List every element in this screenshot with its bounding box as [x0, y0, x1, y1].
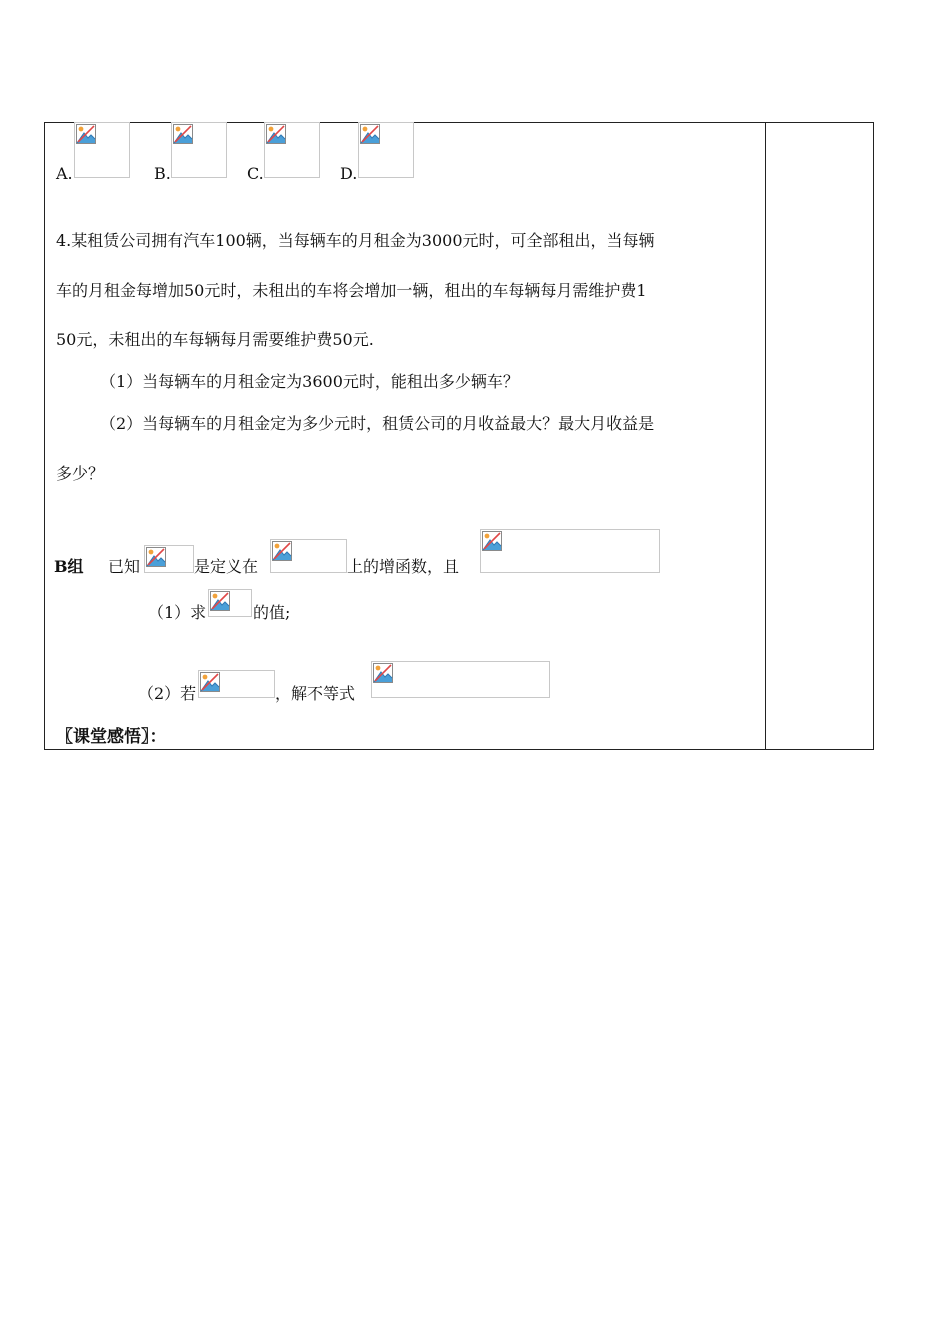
group-b-part2-prefix: （2）若 [138, 684, 197, 703]
formula-given-image [198, 670, 275, 698]
option-a-label: A. [56, 164, 73, 183]
group-b-part1-prefix: （1）求 [148, 603, 207, 622]
group-b-given: 已知 [108, 557, 141, 576]
notes-column-divider [765, 123, 766, 749]
problem4-question2-line1: （2）当每辆车的月租金定为多少元时，租赁公司的月收益最大？最大月收益是 [100, 414, 655, 433]
formula-condition-image [480, 529, 660, 573]
option-c-label: C. [247, 164, 264, 183]
formula-value-image [208, 589, 252, 617]
group-b-label: B组 [54, 557, 84, 576]
group-b-increasing: 上的增函数，且 [347, 557, 460, 576]
option-b-image [171, 122, 227, 178]
problem4-question2-line2: 多少？ [56, 464, 105, 483]
group-b-defined-on: 是定义在 [194, 557, 259, 576]
reflection-label: 〖课堂感悟〗： [56, 727, 167, 747]
option-a-image [74, 122, 130, 178]
formula-domain-image [270, 539, 347, 573]
formula-f-image [144, 545, 194, 573]
worksheet-table [44, 122, 874, 750]
group-b-part1-suffix: 的值; [253, 603, 291, 622]
problem4-line3: 50元，未租出的车每辆每月需要维护费50元. [56, 330, 374, 349]
group-b-part2-suffix: ，解不等式 [275, 684, 356, 703]
problem4-question1: （1）当每辆车的月租金定为3600元时，能租出多少辆车？ [100, 372, 519, 391]
formula-inequality-image [371, 661, 550, 698]
option-d-label: D. [340, 164, 358, 183]
problem4-line1: 4.某租赁公司拥有汽车100辆，当每辆车的月租金为3000元时，可全部租出，当每辆 [56, 231, 655, 250]
option-c-image [264, 122, 320, 178]
problem4-line2: 车的月租金每增加50元时，未租出的车将会增加一辆，租出的车每辆每月需维护费1 [56, 281, 647, 300]
option-d-image [358, 122, 414, 178]
option-b-label: B. [154, 164, 171, 183]
